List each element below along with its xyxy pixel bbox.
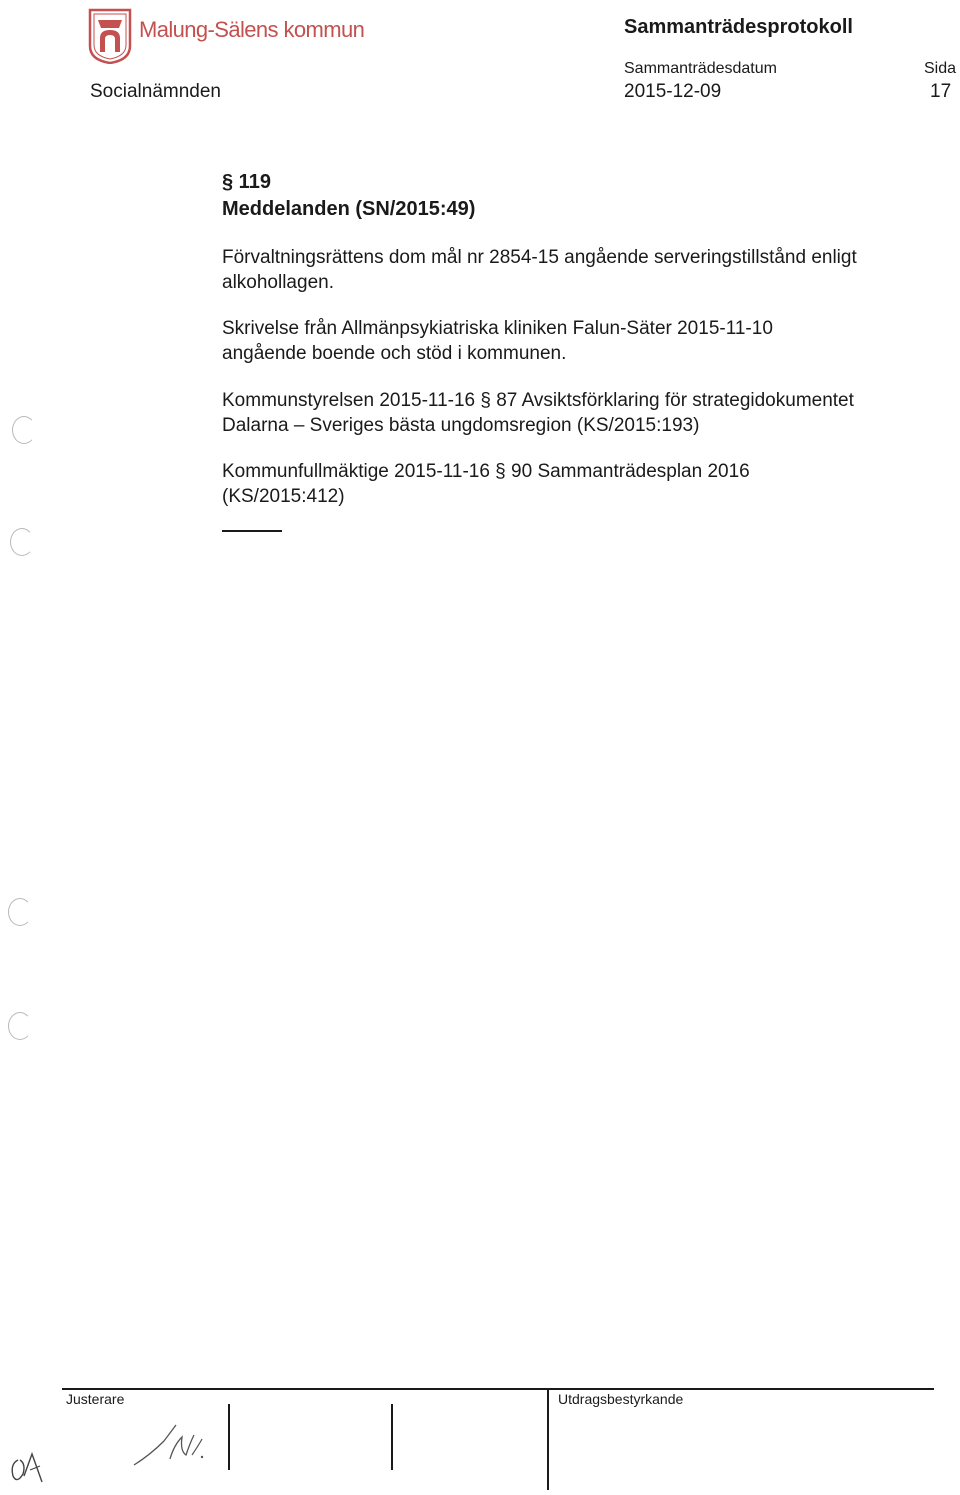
document-type: Sammanträdesprotokoll <box>624 16 853 38</box>
initials-signature <box>4 1440 50 1488</box>
adjuster-signature <box>130 1415 210 1475</box>
page-number: 17 <box>930 81 952 102</box>
message-item <box>222 389 932 438</box>
message-line: angående boende och stöd i kommunen. <box>222 342 567 364</box>
punch-hole <box>8 1012 32 1040</box>
message-line: (KS/2015:412) <box>222 485 345 507</box>
committee-name: Socialnämnden <box>90 81 221 102</box>
meeting-date-label: Sammanträdesdatum <box>624 60 777 77</box>
adjuster-label: Justerare <box>66 1391 125 1407</box>
message-line: alkohollagen. <box>222 271 334 293</box>
message-line: Förvaltningsrättens dom mål nr 2854-15 angående serveringstillstånd enligt <box>222 247 857 268</box>
punch-hole <box>12 416 36 444</box>
footer-divider <box>391 1404 393 1470</box>
footer-divider <box>547 1390 549 1490</box>
message-item <box>222 317 932 366</box>
footer-rule <box>62 1388 934 1390</box>
message-line: Kommunstyrelsen 2015-11-16 § 87 Avsiktsförklaring för strategidokumentet <box>222 390 854 411</box>
section-title: Meddelanden (SN/2015:49) <box>222 198 476 220</box>
meeting-date-value: 2015-12-09 <box>624 81 722 102</box>
coat-of-arms-icon <box>88 8 132 64</box>
message-line: Skrivelse från Allmänpsykiatriska kliniken Falun-Säter 2015-11-10 <box>222 318 773 339</box>
message-line: Dalarna – Sveriges bästa ungdomsregion (KS/2015:193) <box>222 414 700 436</box>
footer-divider <box>228 1404 230 1470</box>
extract-certification-label: Utdragsbestyrkande <box>558 1391 684 1407</box>
section-end-rule <box>222 530 282 532</box>
message-item <box>222 460 932 509</box>
message-line: Kommunfullmäktige 2015-11-16 § 90 Sammanträdesplan 2016 <box>222 461 750 482</box>
org-name: Malung-Sälens kommun <box>139 17 365 42</box>
punch-hole <box>10 528 34 556</box>
punch-hole <box>8 898 32 926</box>
message-item <box>222 246 932 295</box>
page-label: Sida <box>924 60 957 77</box>
section-number: § 119 <box>222 171 271 193</box>
